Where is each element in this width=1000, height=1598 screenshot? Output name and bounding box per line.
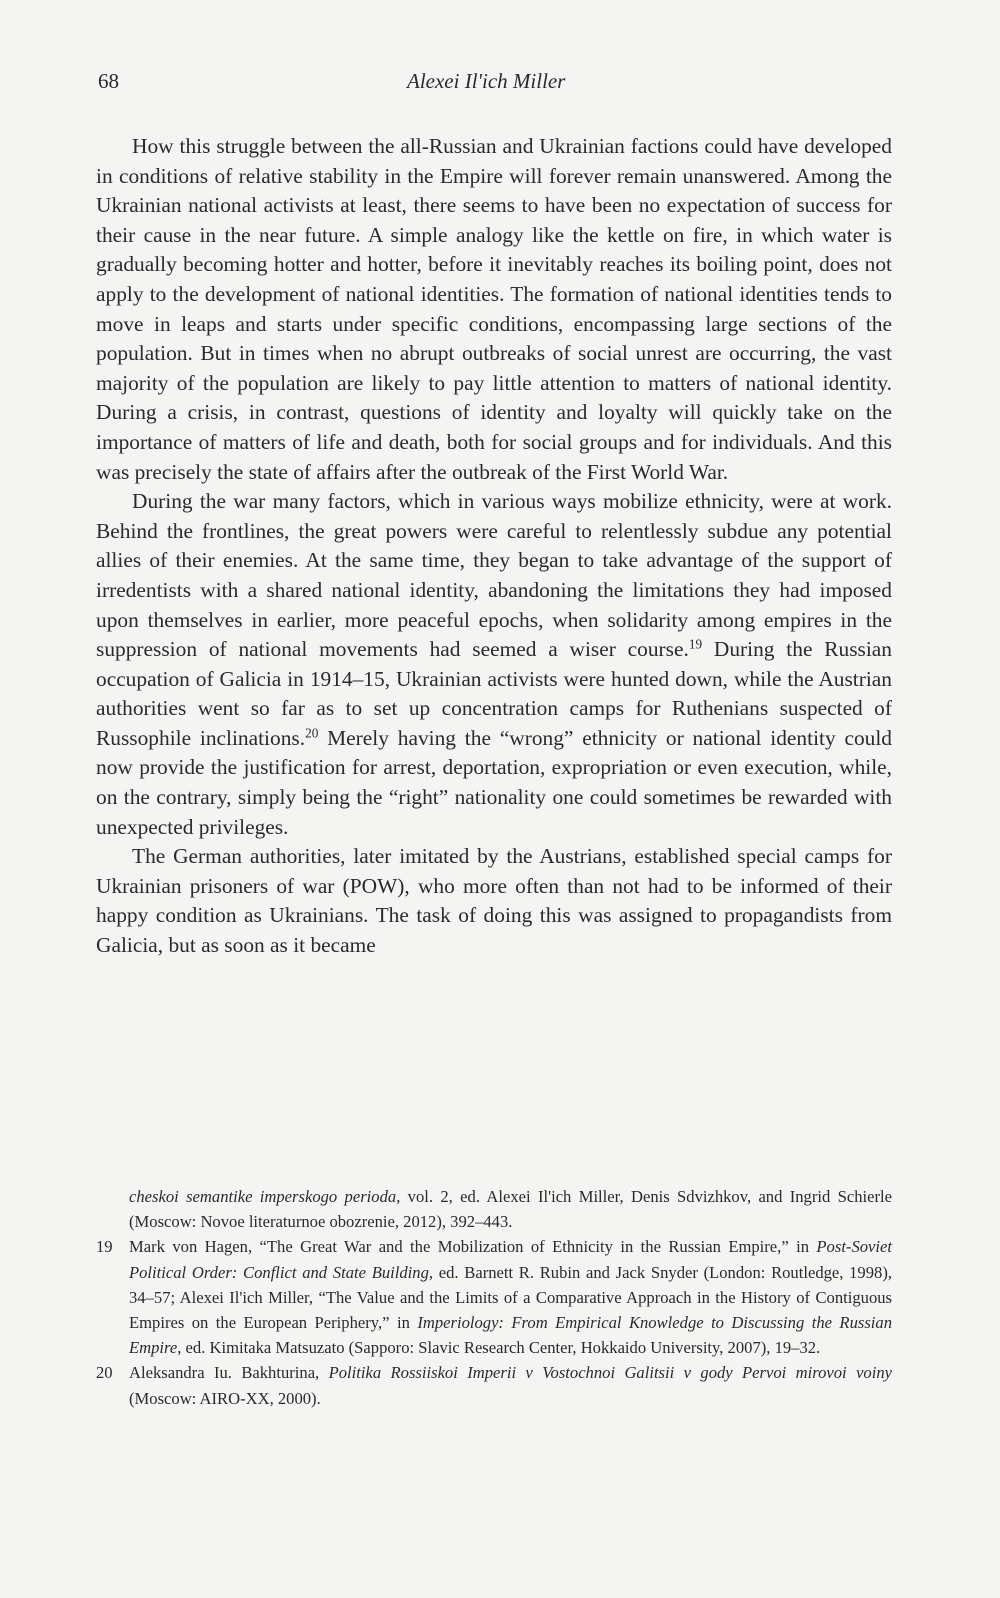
footnote-cont-text: , vol. 2, ed. Alexei Il'ich Miller, Denis Sdvizhkov, and Ingrid Schierle (Moscow: Novoe literaturnoe obozrenie, 2012), 392–443. (129, 1187, 892, 1232)
footnote-continuation (96, 1184, 892, 1234)
running-head-author: Alexei Il'ich Miller (407, 69, 566, 93)
footnote-ref-19[interactable]: 19 (688, 636, 703, 652)
footnote-19-text-b: , ed. Barnett R. Rubin and Jack Snyder (London: Routledge, 1998), 34–57; Alexei Il'ich Miller, “The Value and the Limits of a Comparative Approach in the History of Contiguous Empires on the European Periphery,” in (129, 1262, 892, 1333)
paragraph-2 (96, 487, 892, 842)
paragraph-3: The German authorities, later imitated by the Austrians, established special camps for Ukrainian prisoners of war (POW), who more often than not had to be informed of their happy condition as Ukrainians. The task of doing this was assigned to propagandists from Galicia, but as soon as it became (96, 844, 892, 958)
footnote-19-number: 19 (96, 1237, 113, 1257)
footnote-cont-title: cheskoi semantike imperskogo perioda (129, 1187, 397, 1206)
paragraph-1: How this struggle between the all-Russian and Ukrainian factions could have developed in conditions of relative stability in the Empire will forever remain unanswered. Among the Ukrainian national activists at least, there seems to have been no expectation of success for their cause in the near future. A simple analogy like the kettle on fire, in which water is gradually becoming hotter and hotter, before it inevitably reaches its boiling point, does not apply to the development of national identities. The formation of national identities tends to move in leaps and starts under specific conditions, encompassing large sections of the population. But in times when no abrupt outbreaks of social unrest are occurring, the vast majority of the population are likely to pay little attention to matters of national identity. During a crisis, in contrast, questions of identity and loyalty will quickly take on the importance of matters of life and death, both for social groups and for individuals. And this was precisely the state of affairs after the outbreak of the First World War. (96, 134, 892, 484)
footnote-20-text-a: Aleksandra Iu. Bakhturina, (129, 1363, 329, 1383)
footnote-19-text-c: , ed. Kimitaka Matsuzato (Sapporo: Slavic Research Center, Hokkaido University, 2007), 19–32. (177, 1338, 821, 1358)
footnote-20 (96, 1360, 892, 1410)
footnote-20-text-b: (Moscow: AIRO-XX, 2000). (129, 1388, 321, 1408)
paragraph-2-part-c: Merely having the “wrong” ethnicity or national identity could now provide the justification for arrest, deportation, expropriation or even execution, while, on the contrary, simply being the “right” nationality one could sometimes be rewarded with unexpected privileges. (96, 725, 892, 839)
paragraph-2-part-a: During the war many factors, which in various ways mobilize ethnicity, were at work. Behind the frontlines, the great powers were careful to relentlessly subdue any potential allies of their enemies. At the same time, they began to take advantage of the support of irredentists with a shared national identity, abandoning the limitations they had imposed upon themselves in earlier, more peaceful epochs, when solidarity among empires in the suppression of national movements had seemed a wiser course. (96, 489, 892, 662)
footnote-20-number: 20 (96, 1363, 113, 1383)
footnote-19-title-2: Imperiology: From Empirical Knowledge to Discussing the Russian Empire (129, 1313, 892, 1358)
footnote-19-text-a: Mark von Hagen, “The Great War and the Mobilization of Ethnicity in the Russian Empire,” in (129, 1237, 817, 1257)
footnote-19 (96, 1234, 892, 1360)
main-text (96, 132, 892, 961)
footnote-19-title-1: Post-Soviet Political Order: Conflict and State Building (129, 1237, 892, 1282)
paragraph-2-part-b: During the Russian occupation of Galicia in 1914–15, Ukrainian activists were hunted down, while the Austrian authorities went so far as to set up concentration camps for Ruthenians suspected of Russophile inclinations. (96, 637, 892, 750)
footnote-20-title: Politika Rossiiskoi Imperii v Vostochnoi Galitsii v gody Pervoi mirovoi voiny (328, 1363, 892, 1383)
footnote-ref-20[interactable]: 20 (305, 725, 319, 741)
page-number: 68 (98, 69, 119, 93)
footnotes (96, 1184, 892, 1411)
